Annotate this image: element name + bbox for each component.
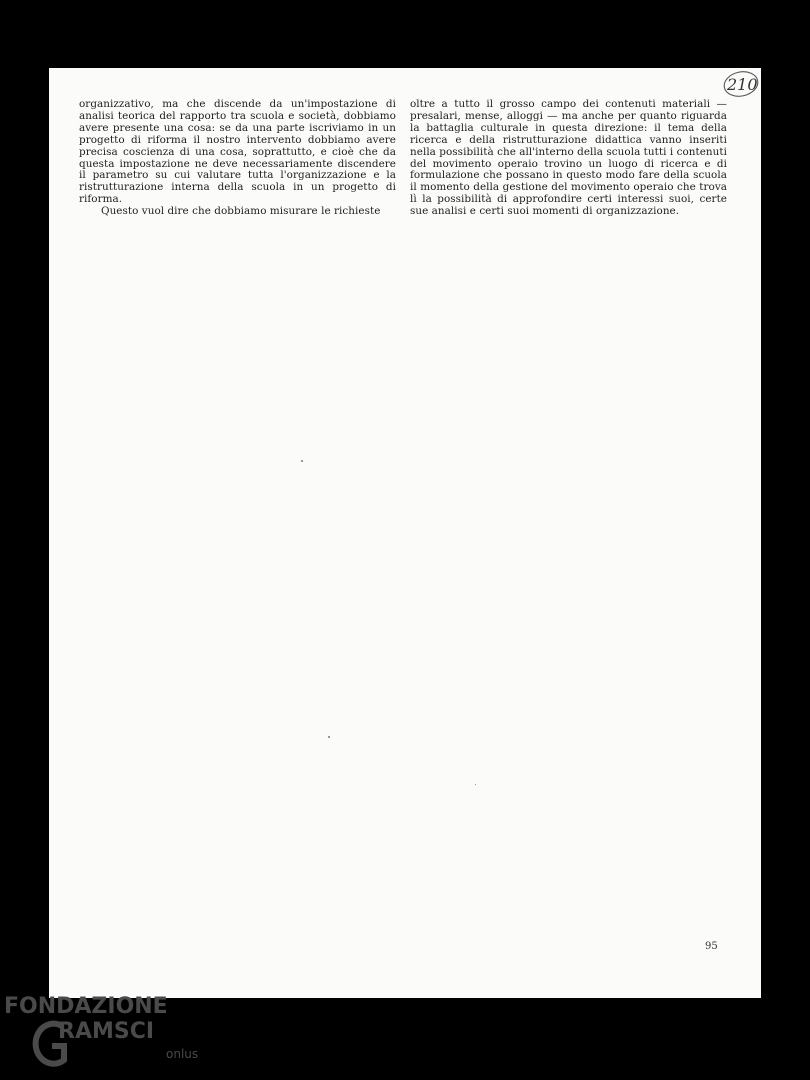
- page-number: 95: [705, 941, 718, 952]
- watermark-line-2: RAMSCI: [58, 1019, 155, 1044]
- watermark-line-1: FONDAZIONE: [4, 994, 168, 1019]
- watermark-line-3: onlus: [166, 1047, 199, 1061]
- left-column: [79, 99, 396, 218]
- left-paragraph-1: organizzativo, ma che discende da un'impostazione di analisi teorica del rapporto tra scuola e società, dobbiamo avere presente una cosa: se da una parte iscriviamo in un progetto di riforma il nostro intervento dobbiamo avere precisa coscienza di una cosa, soprattutto, e cioè che da questa impostazione ne deve necessariamente discendere il parametro su cui valutare tutta l'organizzazione e la ristrutturazione interna della scuola in un progetto di riforma.: [79, 98, 396, 206]
- scan-speck: [328, 736, 330, 738]
- document-page: [49, 68, 761, 998]
- fondazione-gramsci-watermark: [4, 994, 204, 1076]
- archive-stamp-number: 210: [727, 75, 758, 94]
- scan-speck: [301, 460, 303, 462]
- scan-speck: [475, 784, 476, 785]
- left-paragraph-2: Questo vuol dire che dobbiamo misurare le richieste: [101, 205, 381, 218]
- archive-stamp: [721, 68, 761, 108]
- right-paragraph-1: oltre a tutto il grosso campo dei contenuti materiali — presalari, mense, alloggi — ma anche per quanto riguarda la battaglia culturale in questa direzione: il tema della ricerca e della ristrutturazione didattica vanno inseriti nella possibilità che all'interno della scuola tutti i contenuti del movimento operaio trovino un luogo di ricerca e di formulazione che possano in questo modo fare della scuola il momento della gestione del movimento operaio che trova lì la possibilità di approfondire certi interessi suoi, certe sue analisi e certi suoi momenti di organizzazione.: [410, 98, 727, 218]
- right-column: [410, 99, 727, 218]
